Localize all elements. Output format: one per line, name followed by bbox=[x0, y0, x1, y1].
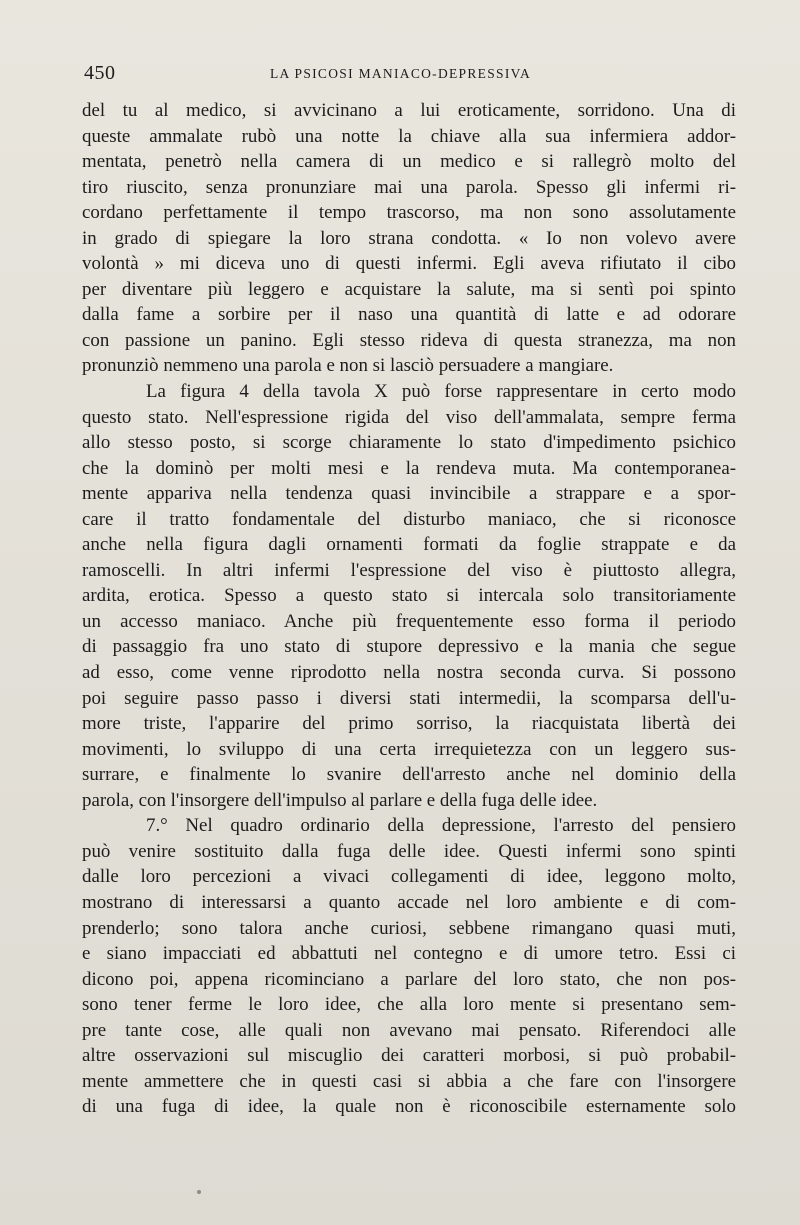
text-line: poi seguire passo passo i diversi stati intermedii, la scomparsa dell'u- bbox=[82, 687, 736, 709]
text-line: mente ammettere che in questi casi si abbia a che fare con l'insorgere bbox=[82, 1070, 736, 1092]
text-line: ad esso, come venne riprodotto nella nostra seconda curva. Si possono bbox=[82, 662, 736, 684]
text-line: volontà » mi diceva uno di questi infermi. Egli aveva rifiutato il cibo bbox=[82, 253, 736, 275]
text-line: per diventare più leggero e acquistare la salute, ma si sentì poi spinto bbox=[82, 278, 736, 300]
text-line: allo stesso posto, si scorge chiaramente lo stato d'impedimento psichico bbox=[82, 432, 736, 454]
text-line: cordano perfettamente il tempo trascorso, ma non sono assolutamente bbox=[82, 202, 736, 224]
text-line: La figura 4 della tavola X può forse rappresentare in certo modo bbox=[146, 381, 736, 403]
text-line: ramoscelli. In altri infermi l'espressione del viso è piuttosto allegra, bbox=[82, 559, 736, 581]
text-line: ardita, erotica. Spesso a questo stato si intercala solo transitoriamente bbox=[82, 585, 736, 607]
text-line: dalla fame a sorbire per il naso una quantità di latte e ad odorare bbox=[82, 304, 736, 326]
text-line: mentata, penetrò nella camera di un medico e si rallegrò molto del bbox=[82, 151, 736, 173]
text-line: more triste, l'apparire del primo sorriso, la riacquistata libertà dei bbox=[82, 713, 736, 735]
text-line: prenderlo; sono talora anche curiosi, sebbene rimangano quasi muti, bbox=[82, 917, 736, 939]
text-line: movimenti, lo sviluppo di una certa irrequietezza con un leggero sus- bbox=[82, 738, 736, 760]
text-line: questo stato. Nell'espressione rigida del viso dell'ammalata, sempre ferma bbox=[82, 406, 736, 428]
ink-speck bbox=[197, 1190, 201, 1194]
text-line: parola, con l'insorgere dell'impulso al parlare e della fuga delle idee. bbox=[82, 789, 598, 811]
text-line: in grado di spiegare la loro strana condotta. « Io non volevo avere bbox=[82, 227, 736, 249]
text-line: del tu al medico, si avvicinano a lui eroticamente, sorridono. Una di bbox=[82, 100, 736, 121]
page-number: 450 bbox=[84, 62, 116, 84]
text-line: tiro riuscito, senza pronunziare mai una parola. Spesso gli infermi ri- bbox=[82, 176, 736, 198]
text-line: dalle loro percezioni a vivaci collegamenti di idee, leggono molto, bbox=[82, 866, 736, 888]
text-line: di passaggio fra uno stato di stupore depressivo e la mania che segue bbox=[82, 636, 736, 658]
running-head: LA PSICOSI MANIACO-DEPRESSIVA bbox=[270, 66, 531, 81]
text-line: pronunziò nemmeno una parola e non si lasciò persuadere a mangiare. bbox=[82, 355, 614, 377]
text-line: sono tener ferme le loro idee, che alla loro mente si presentano sem- bbox=[82, 994, 736, 1016]
page-header bbox=[84, 62, 734, 88]
text-line: un accesso maniaco. Anche più frequentemente esso forma il periodo bbox=[82, 610, 736, 632]
text-line: di una fuga di idee, la quale non è riconoscibile esternamente solo bbox=[82, 1096, 736, 1118]
text-line: può venire sostituito dalla fuga delle idee. Questi infermi sono spinti bbox=[82, 840, 736, 862]
body-text bbox=[82, 98, 736, 1120]
text-line: che la dominò per molti mesi e la rendeva muta. Ma contemporanea- bbox=[82, 457, 736, 479]
text-line: 7.° Nel quadro ordinario della depressione, l'arresto del pensiero bbox=[146, 815, 736, 837]
text-line: mostrano di interessarsi a quanto accade nel loro ambiente e di com- bbox=[82, 891, 736, 913]
text-line: altre osservazioni sul miscuglio dei caratteri morbosi, si può probabil- bbox=[82, 1045, 736, 1067]
text-line: anche nella figura dagli ornamenti formati da foglie strappate e da bbox=[82, 534, 736, 556]
text-line: mente appariva nella tendenza quasi invincibile a strappare e a spor- bbox=[82, 483, 736, 505]
text-line: care il tratto fondamentale del disturbo maniaco, che si riconosce bbox=[82, 508, 736, 530]
text-line: surrare, e finalmente lo svanire dell'arresto anche nel dominio della bbox=[82, 764, 736, 786]
text-line: dicono poi, appena ricominciano a parlare del loro stato, che non pos- bbox=[82, 968, 736, 990]
text-line: con passione un panino. Egli stesso rideva di questa stranezza, ma non bbox=[82, 329, 736, 351]
text-line: pre tante cose, alle quali non avevano mai pensato. Riferendoci alle bbox=[82, 1019, 736, 1041]
text-line: queste ammalate rubò una notte la chiave alla sua infermiera addor- bbox=[82, 125, 736, 147]
text-line: e siano impacciati ed abbattuti nel contegno e di umore tetro. Essi ci bbox=[82, 943, 736, 965]
